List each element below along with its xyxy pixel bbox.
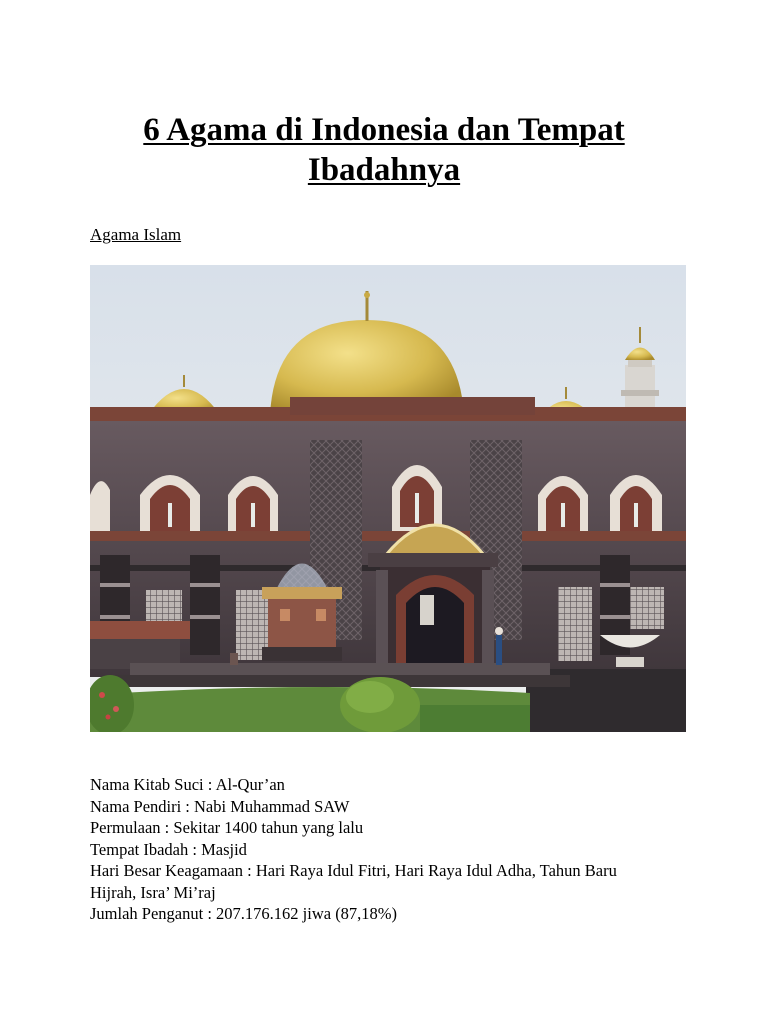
info-hari-besar-continued: Hijrah, Isra’ Mi’raj	[90, 882, 216, 902]
info-jumlah-penganut: Jumlah Penganut : 207.176.162 jiwa (87,18%)	[90, 904, 398, 923]
info-pendiri: Nama Pendiri : Nabi Muhammad SAW	[90, 796, 350, 816]
page-title	[90, 110, 678, 190]
religion-info-list	[90, 774, 690, 925]
mosque-photo	[90, 265, 686, 732]
title-line-2: Ibadahnya	[307, 152, 461, 188]
title-line-1: 6 Agama di Indonesia dan Tempat	[143, 112, 625, 148]
section-heading: Agama Islam	[90, 225, 182, 244]
info-kitab-suci: Nama Kitab Suci : Al-Qur’an	[90, 775, 285, 794]
info-hari-besar: Hari Besar Keagamaan : Hari Raya Idul Fitri, Hari Raya Idul Adha, Tahun Baru	[90, 861, 617, 880]
info-permulaan: Permulaan : Sekitar 1400 tahun yang lalu	[90, 818, 364, 837]
info-tempat-ibadah: Tempat Ibadah : Masjid	[90, 839, 247, 859]
